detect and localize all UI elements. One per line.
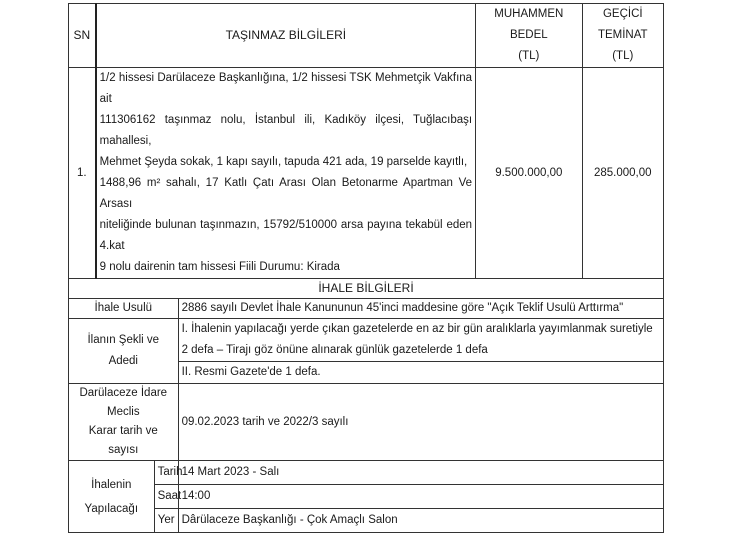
header-property-info: TAŞINMAZ BİLGİLERİ [96,4,476,68]
header-estimated-value [476,4,582,68]
date-value: 14 Mart 2023 - Salı [178,461,663,485]
tender-method-label: İhale Usulü [69,299,179,319]
header-row [69,4,664,68]
description-line: 1/2 hissesi Darülaceze Başkanlığına, 1/2 hissesi TSK Mehmetçik Vakfına ait [99,72,473,105]
announcement-value-1 [178,319,663,362]
tender-method-value: 2886 sayılı Devlet İhale Kanununun 45'inci maddesine göre "Açık Teklif Usulü Arttırma" [178,299,663,319]
header-estimated-value-line: (TL) [518,50,540,62]
header-sn: SN [69,4,96,68]
place-value: Dârülaceze Başkanlığı - Çok Amaçlı Salon [178,509,663,533]
announcement-line: I. İhalenin yapılacağı yerde çıkan gazetelerde en az bir gün aralıklarla yayımlanmak suretiyle [181,323,653,335]
property-sn: 1. [69,68,96,279]
tender-announcement-table [68,3,664,533]
announcement-value-2: II. Resmi Gazete'de 1 defa. [178,362,663,384]
description-line: 9 nolu dairenin tam hissesi Fiili Durumu: Kirada [99,261,340,273]
announcement-line: 2 defa – Tirajı göz önüne alınarak günlük gazetelerde 1 defa [181,344,488,356]
decision-row [69,384,664,461]
venue-place-row [69,509,664,533]
header-deposit-line: (TL) [612,50,634,62]
description-line: 111306162 taşınmaz nolu, İstanbul ili, Kadıköy ilçesi, Tuğlacıbaşı mahallesi, [99,114,473,147]
decision-label [69,384,179,461]
announcement-label: İlanın Şekli ve Adedi [69,319,179,384]
tender-section-title: İHALE BİLGİLERİ [69,279,664,299]
tender-section-row [69,279,664,299]
decision-label-line: Karar tarih ve sayısı [88,425,158,456]
header-deposit [582,4,663,68]
date-label: Tarih [154,461,178,485]
announcement-row [69,319,664,362]
header-estimated-value-line: BEDEL [509,29,548,41]
venue-time-row [69,485,664,509]
property-estimated-value: 9.500.000,00 [476,68,582,279]
property-row [69,68,664,279]
header-deposit-line: GEÇİCİ [602,8,643,20]
venue-label-line: İhalenin [91,478,132,491]
header-estimated-value-line: MUHAMMEN [494,8,564,20]
description-line: niteliğinde bulunan taşınmazın, 15792/510000 arsa payına tekabül eden 4.kat [99,219,473,252]
time-value: 14:00 [178,485,663,509]
description-line: 1488,96 m² sahalı, 17 Katlı Çatı Arası Olan Betonarme Apartman Ve Arsası [99,177,473,210]
description-line: Mehmet Şeyda sokak, 1 kapı sayılı, tapuda 421 ada, 19 parselde kayıtlı, [99,156,468,168]
venue-date-row [69,461,664,485]
time-label: Saat [154,485,178,509]
place-label: Yer [154,509,178,533]
property-description [96,68,476,279]
venue-label-line: Yapılacağı [84,502,139,515]
property-deposit: 285.000,00 [582,68,663,279]
decision-label-line: Darülaceze İdare Meclis [79,387,168,418]
tender-method-row [69,299,664,319]
header-deposit-line: TEMİNAT [597,29,648,41]
decision-value: 09.02.2023 tarih ve 2022/3 sayılı [178,384,663,461]
venue-label [69,461,155,533]
